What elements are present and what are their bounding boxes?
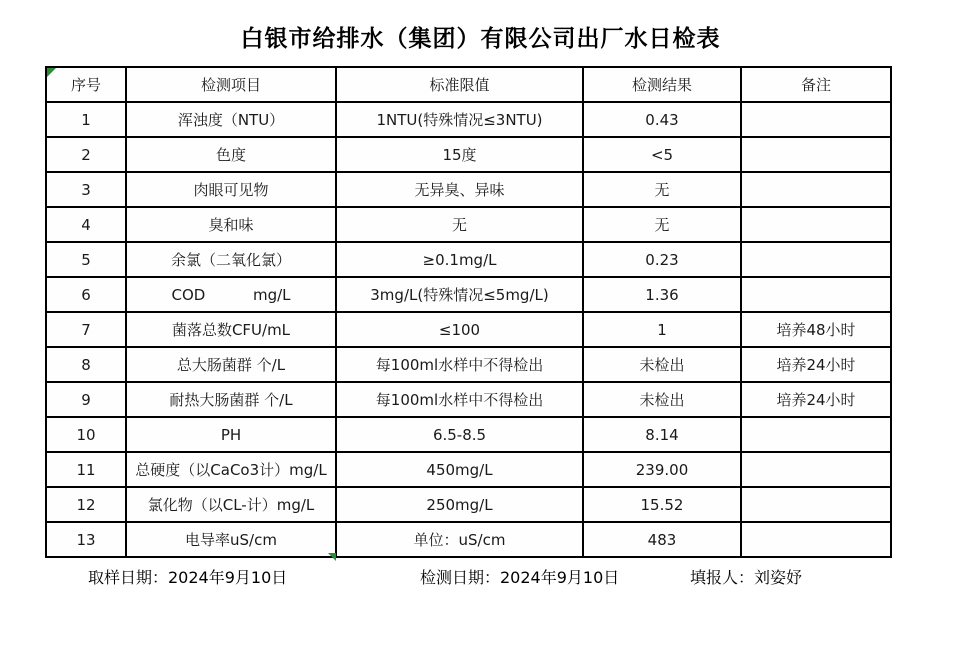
remark-cell [741,522,891,557]
testing-date-label: 检测日期：2024年9月10日 [420,568,620,587]
item-cell: 臭和味 [126,207,336,242]
limit-cell: 每100ml水样中不得检出 [336,382,583,417]
item-cell: 菌落总数CFU/mL [126,312,336,347]
limit-cell: 单位：uS/cm [336,522,583,557]
column-header-limit: 标准限值 [336,67,583,102]
remark-cell [741,452,891,487]
limit-cell: 1NTU(特殊情况≤3NTU) [336,102,583,137]
excel-corner-marker-icon [47,68,56,77]
remark-cell [741,277,891,312]
remark-cell [741,137,891,172]
remark-cell [741,207,891,242]
item-cell: 肉眼可见物 [126,172,336,207]
table-row [46,417,891,452]
remark-cell [741,172,891,207]
row-number-cell: 11 [46,452,126,487]
table-row [46,137,891,172]
result-cell: 483 [583,522,741,557]
result-cell: 无 [583,207,741,242]
result-cell: 15.52 [583,487,741,522]
limit-cell: 每100ml水样中不得检出 [336,347,583,382]
table-row [46,207,891,242]
row-number-cell: 10 [46,417,126,452]
row-number-cell: 4 [46,207,126,242]
limit-cell: 无异臭、异味 [336,172,583,207]
limit-cell: 6.5-8.5 [336,417,583,452]
remark-cell: 培养24小时 [741,382,891,417]
excel-corner-marker-icon [328,553,336,561]
table-row [46,452,891,487]
inspection-table [45,66,892,558]
item-cell: COD mg/L [126,277,336,312]
limit-cell: 15度 [336,137,583,172]
item-cell: 总大肠菌群 个/L [126,347,336,382]
table-row [46,242,891,277]
column-header-remark: 备注 [741,67,891,102]
row-number-cell: 5 [46,242,126,277]
result-cell: 239.00 [583,452,741,487]
row-number-cell: 6 [46,277,126,312]
item-cell: PH [126,417,336,452]
item-cell: 总硬度（以CaCo3计）mg/L [126,452,336,487]
result-cell: 无 [583,172,741,207]
reporter-label: 填报人：刘姿妤 [690,568,803,587]
result-cell: 未检出 [583,347,741,382]
column-header-result: 检测结果 [583,67,741,102]
remark-cell [741,417,891,452]
table-row [46,487,891,522]
result-cell: 1 [583,312,741,347]
row-number-cell: 9 [46,382,126,417]
remark-cell [741,487,891,522]
column-header-index: 序号 [46,67,126,102]
table-row [46,102,891,137]
item-cell: 耐热大肠菌群 个/L [126,382,336,417]
row-number-cell: 2 [46,137,126,172]
footer [0,565,961,587]
result-cell: 8.14 [583,417,741,452]
limit-cell: 450mg/L [336,452,583,487]
table-row [46,172,891,207]
result-cell: 1.36 [583,277,741,312]
limit-cell: ≤100 [336,312,583,347]
header-row [46,67,891,102]
row-number-cell: 12 [46,487,126,522]
sampling-date-label: 取样日期：2024年9月10日 [88,568,288,587]
column-header-item: 检测项目 [126,67,336,102]
limit-cell: 3mg/L(特殊情况≤5mg/L) [336,277,583,312]
table-row [46,277,891,312]
table-row [46,347,891,382]
row-number-cell: 8 [46,347,126,382]
row-number-cell: 7 [46,312,126,347]
inspection-table-container [45,66,892,558]
table-row [46,312,891,347]
result-cell: <5 [583,137,741,172]
remark-cell: 培养48小时 [741,312,891,347]
item-cell: 浑浊度（NTU） [126,102,336,137]
limit-cell: ≥0.1mg/L [336,242,583,277]
result-cell: 0.43 [583,102,741,137]
result-cell: 0.23 [583,242,741,277]
item-cell: 氯化物（以CL-计）mg/L [126,487,336,522]
row-number-cell: 3 [46,172,126,207]
row-number-cell: 13 [46,522,126,557]
table-body [46,102,891,557]
result-cell: 未检出 [583,382,741,417]
table-row [46,522,891,557]
table-row [46,382,891,417]
page-title: 白银市给排水（集团）有限公司出厂水日检表 [240,26,721,52]
row-number-cell: 1 [46,102,126,137]
limit-cell: 250mg/L [336,487,583,522]
limit-cell: 无 [336,207,583,242]
remark-cell [741,242,891,277]
item-cell: 余氯（二氧化氯） [126,242,336,277]
remark-cell [741,102,891,137]
item-cell: 色度 [126,137,336,172]
item-cell: 电导率uS/cm [126,522,336,557]
remark-cell: 培养24小时 [741,347,891,382]
